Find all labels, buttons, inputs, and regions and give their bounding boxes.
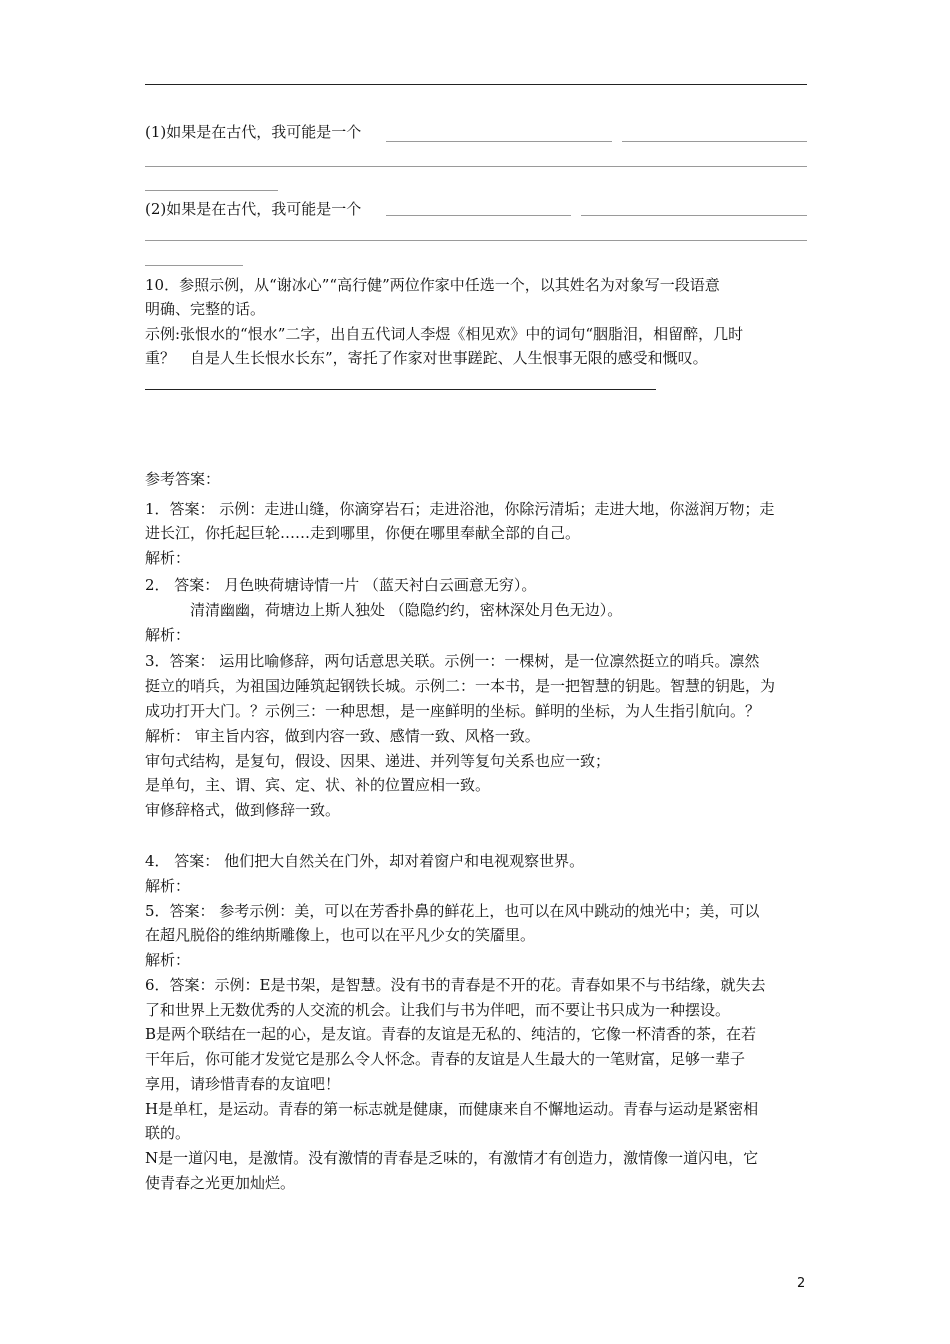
a1-analysis: 解析： [145, 549, 191, 567]
top-answer-line [145, 84, 807, 85]
a4-analysis: 解析： [145, 877, 191, 895]
a3-line3: 成功打开大门。？示例三：一种思想，是一座鲜明的坐标。鲜明的坐标，为人生指引航向。？ [145, 702, 761, 720]
a3-line7: 审修辞格式，做到修辞一致。 [145, 801, 341, 819]
a6-line6: H是单杠，是运动。青春的第一标志就是健康，而健康来自不懈地运动。青春与运动是紧密相 [145, 1100, 759, 1118]
a2-line1: 2． 答案： 月色映荷塘诗情一片 （蓝天衬白云画意无穷）。 [145, 576, 537, 594]
a6-line5: 享用，请珍惜青春的友谊吧！ [145, 1075, 341, 1093]
q9-item2-blank-c[interactable] [145, 240, 807, 241]
q10-example-line2: 重？ 自是人生长恨水长东”，寄托了作家对世事蹉跎、人生恨事无限的感受和慨叹。 [145, 349, 708, 367]
q9-item1-blank-b[interactable] [622, 141, 807, 142]
a6-line9: 使青春之光更加灿烂。 [145, 1174, 296, 1192]
a6-line4: 干年后，你可能才发觉它是那么令人怀念。青春的友谊是人生最大的一笔财富，足够一辈子 [145, 1050, 746, 1068]
a6-line8: N是一道闪电，是激情。没有激情的青春是乏味的，有激情才有创造力，激情像一道闪电，它 [145, 1149, 759, 1167]
q10-prompt-line2: 明确、完整的话。 [145, 300, 266, 318]
a3-line6: 是单句，主、谓、宾、定、状、补的位置应相一致。 [145, 776, 491, 794]
a3-analysis: 解析： 审主旨内容，做到内容一致、感情一致、风格一致。 [145, 727, 540, 745]
a4-line1: 4． 答案： 他们把大自然关在门外，却对着窗户和电视观察世界。 [145, 852, 585, 870]
page-number: 2 [797, 1276, 806, 1291]
q9-item1-blank-a[interactable] [386, 141, 612, 142]
q9-item1-label: (1)如果是在古代，我可能是一个 [145, 123, 362, 141]
a5-line1: 5．答案： 参考示例：美，可以在芳香扑鼻的鲜花上，也可以在风中跳动的烛光中；美，可以 [145, 902, 760, 920]
q9-item1-blank-d[interactable] [145, 190, 278, 191]
a3-line1: 3．答案： 运用比喻修辞，两句话意思关联。示例一：一棵树，是一位凛然挺立的哨兵。凛然 [145, 652, 760, 670]
a5-line2: 在超凡脱俗的维纳斯雕像上，也可以在平凡少女的笑靥里。 [145, 926, 536, 944]
a1-line2: 进长江，你托起巨轮……走到哪里，你便在哪里奉献全部的自己。 [145, 524, 581, 542]
a1-line1: 1．答案： 示例：走进山缝，你滴穿岩石；走进浴池，你除污清垢；走进大地，你滋润万物；走 [145, 500, 775, 518]
a3-line5: 审句式结构，是复句，假设、因果、递进、并列等复句关系也应一致； [145, 752, 611, 770]
q9-item2-blank-a[interactable] [386, 215, 571, 216]
a6-line1: 6．答案：示例：E是书架，是智慧。没有书的青春是不开的花。青春如果不与书结缘，就失去 [145, 976, 766, 994]
a2-analysis: 解析： [145, 626, 191, 644]
a6-line3: B是两个联结在一起的心，是友谊。青春的友谊是无私的、纯洁的，它像一杯清香的茶，在若 [145, 1025, 757, 1043]
q10-answer-line[interactable] [145, 389, 656, 390]
a2-line2: 清清幽幽，荷塘边上斯人独处 （隐隐约约，密林深处月色无边）。 [190, 601, 623, 619]
q9-item2-label: (2)如果是在古代，我可能是一个 [145, 200, 362, 218]
q9-item2-blank-b[interactable] [581, 215, 807, 216]
q9-item1-blank-c[interactable] [145, 166, 807, 167]
q10-prompt-line1: 10．参照示例，从“谢冰心”“高行健”两位作家中任选一个，以其姓名为对象写一段语意 [145, 276, 720, 294]
a6-line2: 了和世界上无数优秀的人交流的机会。让我们与书为伴吧，而不要让书只成为一种摆设。 [145, 1001, 731, 1019]
q10-example-line1: 示例:张恨水的“恨水”二字，出自五代词人李煜《相见欢》中的词句“胭脂泪，相留醉，几时 [145, 325, 744, 343]
q9-item2-blank-d[interactable] [145, 265, 243, 266]
a3-line2: 挺立的哨兵，为祖国边陲筑起钢铁长城。示例二：一本书，是一把智慧的钥匙。智慧的钥匙，为 [145, 677, 776, 695]
a5-analysis: 解析： [145, 951, 191, 969]
answers-heading: 参考答案： [145, 470, 221, 488]
a6-line7: 联的。 [145, 1124, 191, 1142]
